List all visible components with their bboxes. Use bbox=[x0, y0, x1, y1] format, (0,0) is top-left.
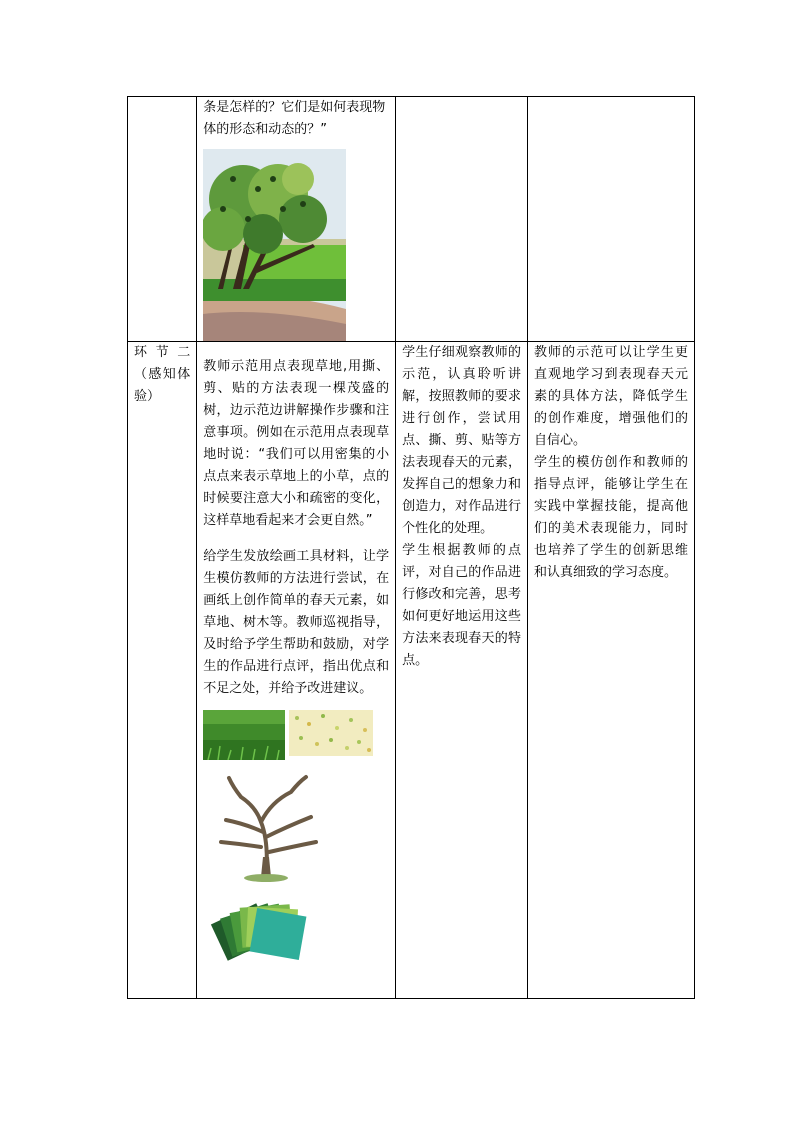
bare-tree-image bbox=[211, 772, 331, 882]
material-images bbox=[203, 710, 389, 760]
teacher-activity-cell bbox=[197, 97, 396, 342]
lesson-plan-table bbox=[127, 96, 695, 999]
student-practice-text: 学生仔细观察教师的示范，认真聆听讲解，按照教师的要求进行创作，尝试用点、撕、剪、贴等方法表现春天的元素，发挥自己的想象力和创造力，对作品进行个性化的处理。 bbox=[402, 345, 521, 536]
teacher-activity-cell bbox=[197, 342, 396, 999]
stage-cell bbox=[128, 342, 197, 999]
stage-cell bbox=[128, 97, 197, 342]
teacher-demo-text: 教师示范用点表现草地,用撕、剪、贴的方法表现一棵茂盛的树，边示范边讲解操作步骤和注意事项。例如在示范用点表现草地时说：“我们可以用密集的小点点来表示草地上的小草，点的时候要注意大小和疏密的变化，这样草地看起来才会更自然。” bbox=[203, 359, 390, 528]
teacher-guide-text: 给学生发放绘画工具材料，让学生模仿教师的方法进行尝试，在画纸上创作简单的春天元素，如草地、树木等。教师巡视指导，及时给予学生帮助和鼓励，对学生的作品进行点评，指出优点和不足之处，并给予改进建议。 bbox=[203, 549, 390, 696]
student-activity-cell bbox=[396, 342, 528, 999]
teacher-activity-text: 条是怎样的？它们是如何表现物体的形态和动态的？” bbox=[203, 100, 386, 137]
dot-texture-image bbox=[289, 710, 373, 756]
painting-image bbox=[203, 149, 389, 341]
grass-texture-image bbox=[203, 710, 285, 760]
color-paper-image bbox=[207, 894, 307, 964]
intent-demo-text: 教师的示范可以让学生更直观地学习到表现春天元素的具体方法，降低学生的创作难度，增强他们的自信心。 bbox=[533, 345, 688, 448]
design-intent-cell bbox=[527, 342, 694, 999]
tree-painting-illustration bbox=[203, 149, 346, 341]
intent-practice-text: 学生的模仿创作和教师的指导点评，能够让学生在实践中掌握技能，提高他们的美术表现能力，同时也培养了学生的创新思维和认真细致的学习态度。 bbox=[533, 455, 688, 580]
table-row bbox=[128, 342, 695, 999]
stage-label: 环节二（感知体验） bbox=[134, 345, 191, 404]
design-intent-cell bbox=[527, 97, 694, 342]
student-revise-text: 学生根据教师的点评，对自己的作品进行修改和完善，思考如何更好地运用这些方法来表现春天的特点。 bbox=[402, 543, 521, 668]
table-row bbox=[128, 97, 695, 342]
student-activity-cell bbox=[396, 97, 528, 342]
